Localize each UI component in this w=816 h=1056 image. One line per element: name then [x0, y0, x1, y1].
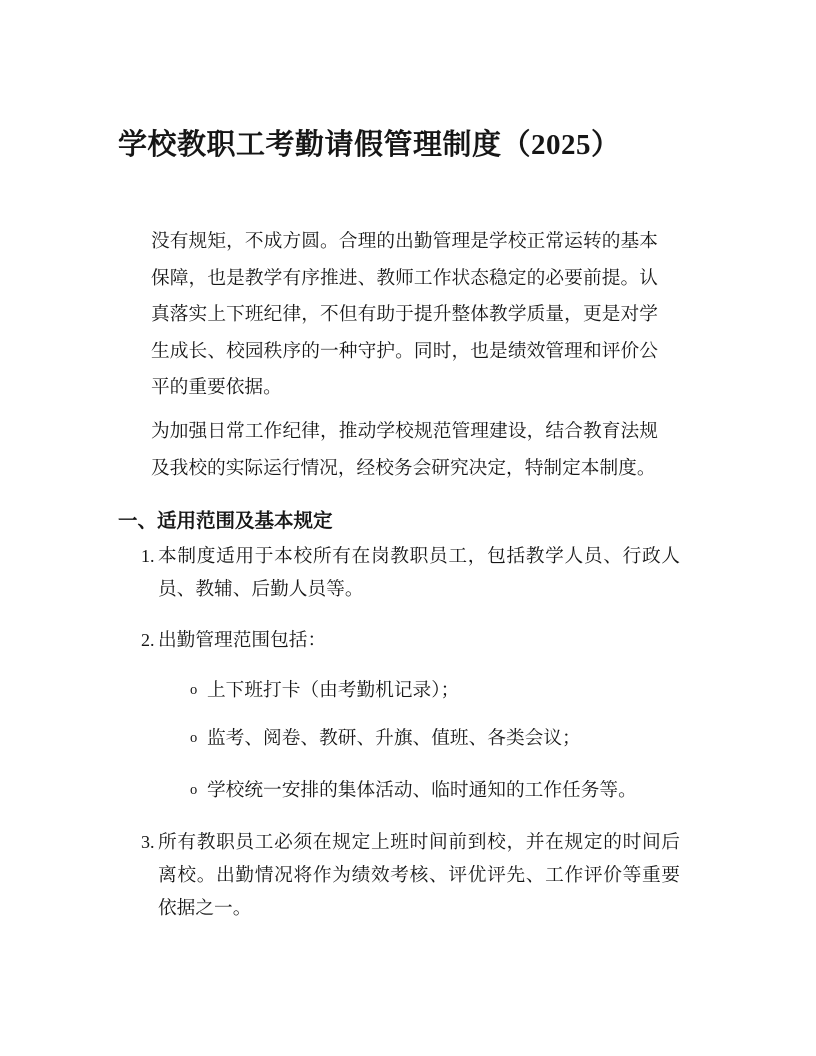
item-number-2: 2. [141, 630, 155, 650]
intro-paragraph-1: 没有规矩，不成方圆。合理的出勤管理是学校正常运转的基本保障，也是教学有序推进、教师工作状态稳定的必要前提。认真落实上下班纪律，不但有助于提升整体教学质量，更是对学生成长、校园秩序的一种守护。同时，也是绩效管理和评价公平的重要依据。 [151, 231, 658, 398]
numbered-item-2 [141, 624, 680, 657]
circle-bullet-icon: o [190, 782, 198, 798]
circle-bullet-icon: o [190, 730, 198, 746]
item-number-1: 1. [141, 546, 155, 566]
bullet-item-1 [190, 674, 707, 707]
section-heading: 一、适用范围及基本规定 [118, 511, 333, 532]
numbered-item-1 [141, 540, 680, 606]
bullet-item-3 [190, 774, 707, 807]
bullet-item-2 [190, 722, 707, 755]
numbered-item-3 [141, 826, 680, 925]
item-text-2: 出勤管理范围包括： [158, 630, 327, 651]
item-text-3: 所有教职员工必须在规定上班时间前到校，并在规定的时间后离校。出勤情况将作为绩效考核、评优评先、工作评价等重要依据之一。 [158, 832, 680, 919]
intro-paragraph-2: 为加强日常工作纪律，推动学校规范管理建设，结合教育法规及我校的实际运行情况，经校务会研究决定，特制定本制度。 [151, 421, 658, 479]
bullet-text-1: 上下班打卡（由考勤机记录）； [207, 680, 460, 701]
bullet-text-2: 监考、阅卷、教研、升旗、值班、各类会议； [207, 728, 581, 749]
item-text-1: 本制度适用于本校所有在岗教职员工，包括教学人员、行政人员、教辅、后勤人员等。 [158, 546, 680, 600]
item-number-3: 3. [141, 832, 155, 852]
bullet-text-3: 学校统一安排的集体活动、临时通知的工作任务等。 [207, 780, 637, 801]
document-title: 学校教职工考勤请假管理制度（2025） [118, 129, 621, 161]
circle-bullet-icon: o [190, 682, 198, 698]
